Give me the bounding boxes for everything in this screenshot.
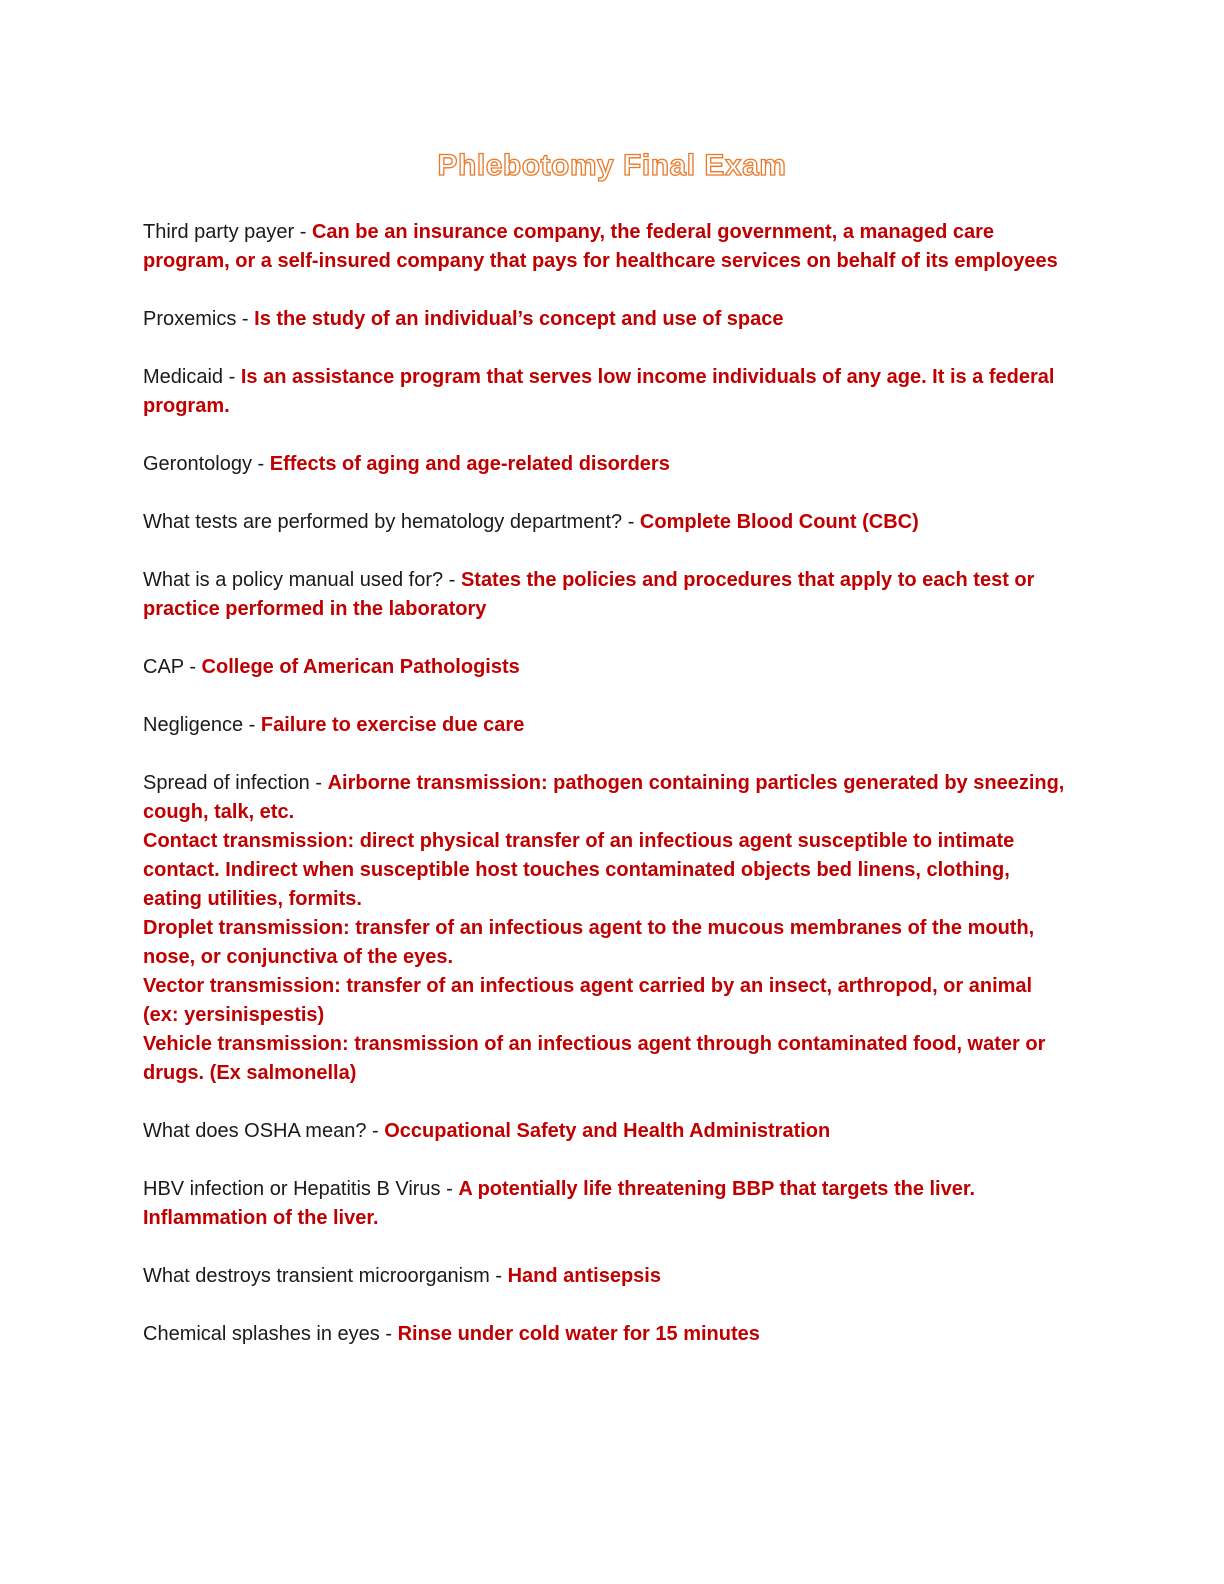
entry-separator: -: [489, 1265, 508, 1287]
entry-separator: -: [440, 1178, 459, 1200]
entry-term: CAP: [143, 656, 184, 678]
entry-separator: -: [622, 511, 640, 533]
entry-separator: -: [309, 772, 328, 794]
entry-separator: -: [243, 714, 261, 736]
entry-separator: -: [223, 366, 241, 388]
entry-term: Third party payer: [143, 221, 295, 243]
entry-term: What tests are performed by hematology department?: [143, 511, 623, 533]
entry-definition: Can be an insurance company, the federal government, a managed care program, or a self-insured company that pays for healthcare services on behalf of its employees: [143, 221, 1058, 272]
document-body: [143, 218, 1073, 1378]
entry-term: What does OSHA mean?: [143, 1120, 367, 1142]
entry-definition: Rinse under cold water for 15 minutes: [397, 1323, 760, 1345]
vehicle-transmission-text: Vehicle transmission: transmission of an infectious agent through contaminated food, water or drugs. (Ex salmonella): [143, 1033, 1046, 1084]
entry-separator: -: [251, 453, 270, 475]
entry-separator: -: [366, 1120, 385, 1142]
entry-definition: Is an assistance program that serves low income individuals of any age. It is a federal program.: [143, 366, 1055, 417]
entry-definition: Complete Blood Count (CBC): [639, 511, 919, 533]
droplet-transmission-text: Droplet transmission: transfer of an infectious agent to the mucous membranes of the mouth, nose, or conjunctiva of the eyes.: [143, 917, 1035, 968]
entry-definition: Failure to exercise due care: [260, 714, 525, 736]
entry-definition: Airborne transmission: pathogen containing particles generated by sneezing, cough, talk, etc.: [143, 772, 1065, 823]
document-title: Phlebotomy Final Exam: [437, 149, 787, 182]
entry-separator: -: [443, 569, 461, 591]
entry-term: HBV infection or Hepatitis B Virus: [143, 1178, 441, 1200]
entry-definition: College of American Pathologists: [201, 656, 520, 678]
entry-term: Medicaid: [143, 366, 224, 388]
entry-negligence: [143, 711, 1073, 740]
contact-transmission-text: Contact transmission: direct physical transfer of an infectious agent susceptible to intimate contact. Indirect when susceptible host touches contaminated objects bed linens, clothing, eating utilities, formits.: [143, 830, 1015, 910]
entry-separator: -: [236, 308, 255, 330]
entry-spread-of-infection: [143, 769, 1073, 1088]
entry-cap: [143, 653, 1073, 682]
entry-definition: States the policies and procedures that apply to each test or practice performed in the laboratory: [143, 569, 1035, 620]
entry-definition: Hand antisepsis: [507, 1265, 661, 1287]
entry-transient-microorganism: [143, 1262, 1073, 1291]
entry-hematology-tests: [143, 508, 1073, 537]
entry-chemical-splashes: [143, 1320, 1073, 1349]
entry-separator: -: [294, 221, 312, 243]
entry-gerontology: [143, 450, 1073, 479]
entry-term: What destroys transient microorganism: [143, 1265, 490, 1287]
entry-osha: [143, 1117, 1073, 1146]
entry-third-party-payer: [143, 218, 1073, 276]
entry-definition: A potentially life threatening BBP that targets the liver. Inflammation of the liver.: [143, 1178, 976, 1229]
entry-term: Negligence: [143, 714, 244, 736]
entry-separator: -: [379, 1323, 398, 1345]
entry-proxemics: [143, 305, 1073, 334]
entry-policy-manual: [143, 566, 1073, 624]
vector-transmission-text: Vector transmission: transfer of an infectious agent carried by an insect, arthropod, or animal (ex: yersinispestis): [143, 975, 1033, 1026]
entry-term: Spread of infection: [143, 772, 310, 794]
entry-definition: Effects of aging and age-related disorders: [269, 453, 670, 475]
entry-term: What is a policy manual used for?: [143, 569, 444, 591]
entry-term: Proxemics: [143, 308, 237, 330]
entry-term: Chemical splashes in eyes: [143, 1323, 380, 1345]
entry-term: Gerontology: [143, 453, 252, 475]
entry-medicaid: [143, 363, 1073, 421]
entry-hbv: [143, 1175, 1073, 1233]
entry-definition: Is the study of an individual’s concept and use of space: [254, 308, 784, 330]
entry-definition: Occupational Safety and Health Administration: [384, 1120, 831, 1142]
entry-separator: -: [183, 656, 202, 678]
